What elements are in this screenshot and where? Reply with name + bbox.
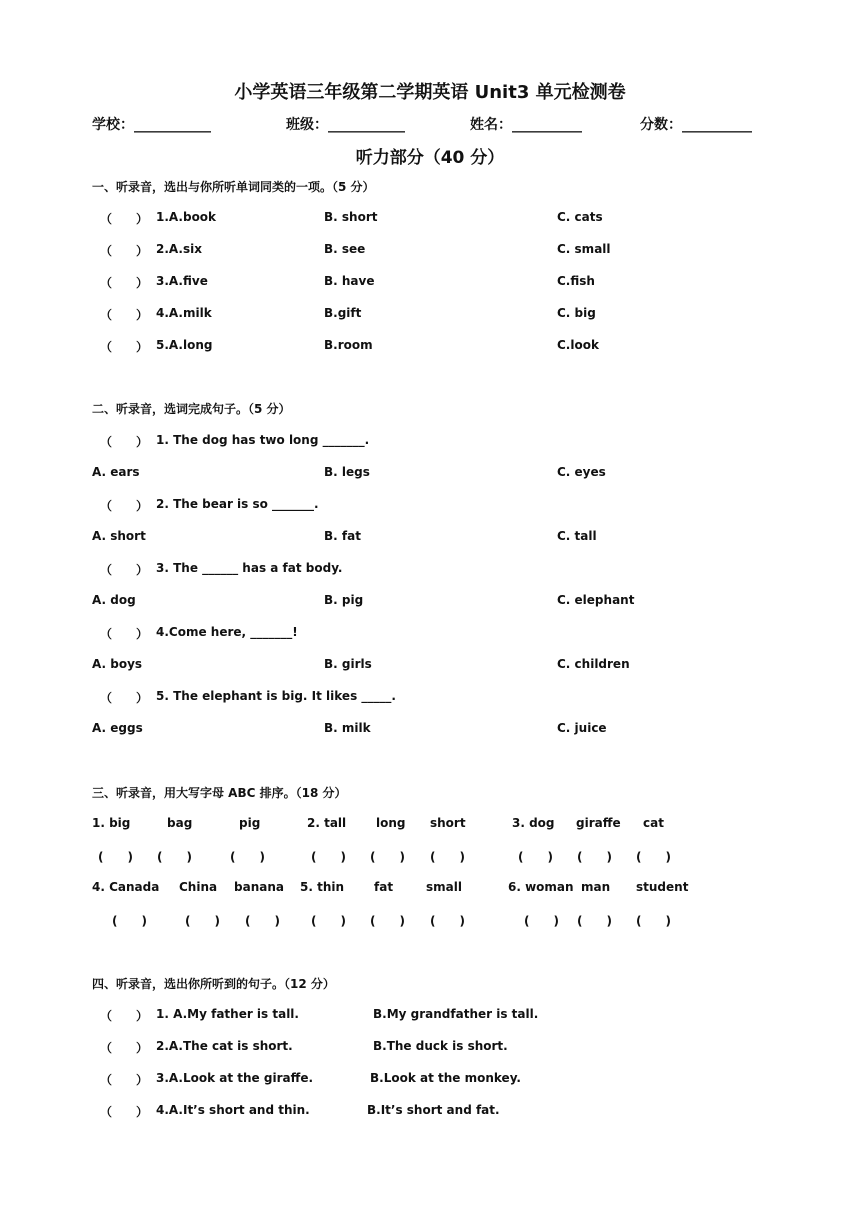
s3-word: man	[581, 880, 611, 894]
section3-heading: 三、听录音，用大写字母 ABC 排序。（18 分）	[92, 786, 347, 800]
s3-paren: ( )	[636, 914, 671, 928]
section1-heading: 一、听录音，选出与你所听单词同类的一项。（5 分）	[92, 180, 375, 194]
section2-heading: 二、听录音，选词完成句子。（5 分）	[92, 402, 291, 416]
s4-item3-paren: （ ）	[100, 1073, 149, 1087]
s3-word: 1. big	[92, 816, 131, 830]
s2-q4-b: B. girls	[324, 657, 372, 671]
s1-item5-a: 5.A.long	[156, 338, 213, 352]
s2-q3-a: A. dog	[92, 593, 136, 607]
s4-item1-b: B.My grandfather is tall.	[373, 1007, 539, 1021]
s2-q2-text: 2. The bear is so _______.	[156, 497, 319, 511]
s3-word: 6. woman	[508, 880, 574, 894]
s2-q5-a: A. eggs	[92, 721, 143, 735]
s3-paren: ( )	[430, 850, 465, 864]
s3-paren: ( )	[370, 850, 405, 864]
s1-item3-c: C.fish	[557, 274, 595, 288]
s2-q4-text: 4.Come here, _______!	[156, 625, 298, 639]
s3-word: 4. Canada	[92, 880, 160, 894]
s1-item2-a: 2.A.six	[156, 242, 202, 256]
s1-item3-b: B. have	[324, 274, 375, 288]
s3-paren: ( )	[311, 914, 346, 928]
s1-item4-b: B.gift	[324, 306, 362, 320]
s3-word: short	[430, 816, 466, 830]
s2-q5-text: 5. The elephant is big. It likes _____.	[156, 689, 396, 703]
s3-word: 5. thin	[300, 880, 345, 894]
s4-item4-a: 4.A.It’s short and thin.	[156, 1103, 310, 1117]
s3-paren: ( )	[636, 850, 671, 864]
s1-item4-a: 4.A.milk	[156, 306, 212, 320]
s2-q4-a: A. boys	[92, 657, 143, 671]
s1-item1-paren: （ ）	[100, 212, 149, 226]
s1-item2-b: B. see	[324, 242, 366, 256]
s4-item4-paren: （ ）	[100, 1105, 149, 1119]
s3-word: banana	[234, 880, 284, 894]
s4-item4-b: B.It’s short and fat.	[367, 1103, 500, 1117]
s3-word: small	[426, 880, 462, 894]
s4-item2-paren: （ ）	[100, 1041, 149, 1055]
s2-q3-b: B. pig	[324, 593, 364, 607]
s2-q2-c: C. tall	[557, 529, 597, 543]
s3-word: giraffe	[576, 816, 621, 830]
s3-paren: ( )	[518, 850, 553, 864]
part-title: 听力部分（40 分）	[355, 148, 505, 168]
s4-item3-b: B.Look at the monkey.	[370, 1071, 521, 1085]
s1-item1-a: 1.A.book	[156, 210, 217, 224]
s1-item4-c: C. big	[557, 306, 596, 320]
s1-item3-paren: （ ）	[100, 276, 149, 290]
s3-word: bag	[167, 816, 193, 830]
s4-item2-a: 2.A.The cat is short.	[156, 1039, 293, 1053]
s2-q5-b: B. milk	[324, 721, 371, 735]
s2-q4-paren: （ ）	[100, 627, 149, 641]
s3-paren: ( )	[245, 914, 280, 928]
s1-item5-c: C.look	[557, 338, 599, 352]
s3-word: 2. tall	[307, 816, 347, 830]
s3-paren: ( )	[524, 914, 559, 928]
s3-paren: ( )	[577, 914, 612, 928]
s2-q5-c: C. juice	[557, 721, 607, 735]
score-field: 分数：__________	[640, 117, 752, 133]
s1-item4-paren: （ ）	[100, 308, 149, 322]
s2-q4-c: C. children	[557, 657, 630, 671]
s3-paren: ( )	[185, 914, 220, 928]
s3-paren: ( )	[157, 850, 192, 864]
s2-q3-c: C. elephant	[557, 593, 635, 607]
s4-item1-a: 1. A.My father is tall.	[156, 1007, 299, 1021]
s3-word: 3. dog	[512, 816, 555, 830]
s2-q1-c: C. eyes	[557, 465, 606, 479]
s4-item3-a: 3.A.Look at the giraffe.	[156, 1071, 314, 1085]
s1-item3-a: 3.A.five	[156, 274, 208, 288]
page-title: 小学英语三年级第二学期英语 Unit3 单元检测卷	[234, 82, 626, 103]
s1-item1-c: C. cats	[557, 210, 603, 224]
s2-q2-paren: （ ）	[100, 499, 149, 513]
s1-item1-b: B. short	[324, 210, 378, 224]
s3-paren: ( )	[370, 914, 405, 928]
s2-q1-paren: （ ）	[100, 435, 149, 449]
s2-q3-paren: （ ）	[100, 563, 149, 577]
s1-item5-b: B.room	[324, 338, 373, 352]
s4-item1-paren: （ ）	[100, 1009, 149, 1023]
s2-q1-b: B. legs	[324, 465, 370, 479]
s2-q2-b: B. fat	[324, 529, 361, 543]
name-field: 姓名：__________	[470, 117, 582, 133]
s2-q5-paren: （ ）	[100, 691, 149, 705]
section4-heading: 四、听录音，选出你所听到的句子。（12 分）	[92, 977, 335, 991]
s3-word: pig	[239, 816, 261, 830]
school-field: 学校：___________	[92, 117, 211, 133]
s2-q1-a: A. ears	[92, 465, 140, 479]
s3-paren: ( )	[311, 850, 346, 864]
class-field: 班级：___________	[286, 117, 405, 133]
s3-word: long	[376, 816, 406, 830]
s4-item2-b: B.The duck is short.	[373, 1039, 508, 1053]
s3-word: fat	[374, 880, 394, 894]
s3-word: cat	[643, 816, 664, 830]
s3-word: student	[636, 880, 689, 894]
s3-paren: ( )	[112, 914, 147, 928]
s3-paren: ( )	[98, 850, 133, 864]
s3-paren: ( )	[430, 914, 465, 928]
s2-q3-text: 3. The ______ has a fat body.	[156, 561, 343, 575]
s3-paren: ( )	[577, 850, 612, 864]
s2-q1-text: 1. The dog has two long _______.	[156, 433, 370, 447]
s1-item2-c: C. small	[557, 242, 611, 256]
s2-q2-a: A. short	[92, 529, 146, 543]
s1-item2-paren: （ ）	[100, 244, 149, 258]
s1-item5-paren: （ ）	[100, 340, 149, 354]
s3-word: China	[179, 880, 218, 894]
s3-paren: ( )	[230, 850, 265, 864]
